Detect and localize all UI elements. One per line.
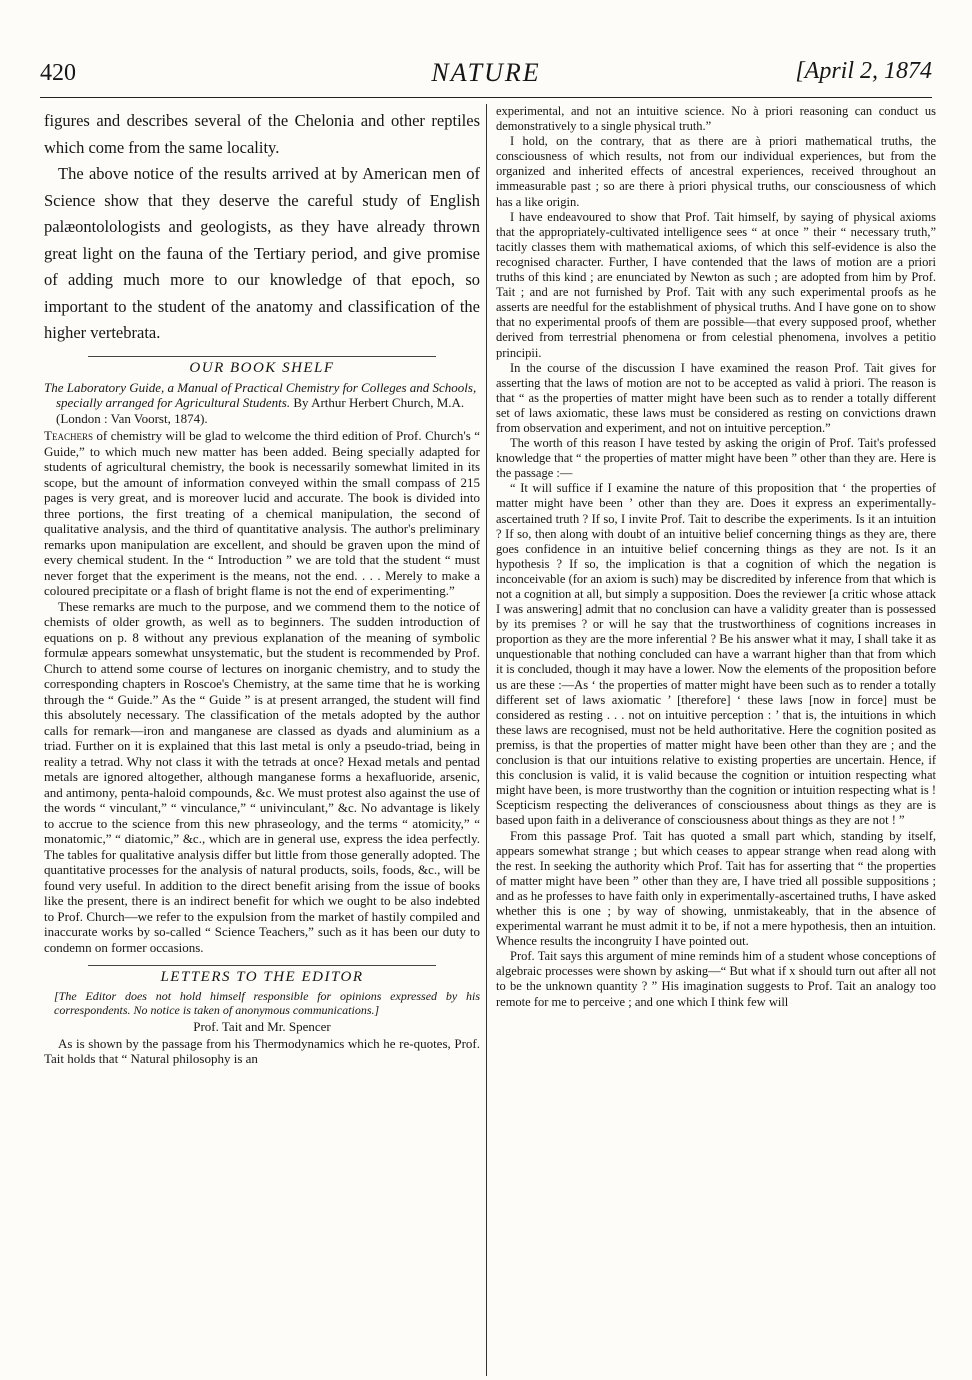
book-title: The Laboratory Guide, a Manual of Practical Chemistry for Colleges and Schools, specially arranged for Agricultural Students. bbox=[44, 379, 477, 410]
paragraph: From this passage Prof. Tait has quoted a small part which, standing by itself, appears somewhat strange ; but which ceases to appear strange when read along with the rest. In seeking the authority which Prof. Tait has for asserting that “ the properties of matter might have been ” other than they are, I have tried all possible suppositions ; and as he professes to have faith only in experimentally-ascertained truths, I have asked whether this is one ; by way of showing, unmistakeably, that in the absence of experimental warrant he must admit it to be, if not a mere hypothesis, then an intuition. Whence results the incongruity I have pointed out. bbox=[496, 828, 936, 949]
paragraph: Prof. Tait says this argument of mine reminds him of a student whose conceptions of algebraic processes were shown by asking—“ But what if x should turn out after all not to be the unknown quantity ? ” His imagination suggests to Prof. Tait an analogy too remote for me to perceive ; and one which I think few will bbox=[496, 949, 936, 1009]
right-column bbox=[496, 104, 936, 1376]
review-lead: Teachers bbox=[44, 428, 93, 443]
review-paragraph bbox=[44, 428, 480, 599]
paragraph: experimental, and not an intuitive science. No à priori reasoning can conduct us demonstratively to a single physical truth.” bbox=[496, 104, 936, 134]
letter-paragraph: As is shown by the passage from his Thermodynamics which he re-quotes, Prof. Tait holds that “ Natural philosophy is an bbox=[44, 1035, 480, 1066]
paragraph: I hold, on the contrary, that as there are à priori mathematical truths, the consciousness of which results, not from our individual experiences, but from the organized and inherited effects of ancestral experiences, received throughout an immeasurable past ; so are there à priori physical truths, our consciousness of which has a like origin. bbox=[496, 134, 936, 209]
review-paragraph: These remarks are much to the purpose, and we commend them to the notice of chemists of older growth, as well as to beginners. The sudden introduction of equations on p. 8 without any previous explanation of the meaning of symbolic formulæ appears somewhat unsystematic, but the student is recommended by Prof. Church to attend some course of lectures on inorganic chemistry, and to study the corresponding chapters in Roscoe's Chemistry, at the same time that he is working through the “ Guide.” As the “ Guide ” is at present arranged, the student will find this absolutely necessary. The classification of the metals adopted by the author calls for remark—iron and manganese are classed as dyads and aluminium as a triad. Further on it is explained that this last metal is only a pseudo-triad, being in reality a tetrad. Why not class it with the tetrads at once? Hexad metals and pentad metals are ignored altogether, although manganese forms a hexafluoride, arsenic, and antimony, penta-haloid compounds, &c. We must protest also against the use of the words “ vinculant,” “ vinculance,” “ univinculant,” &c. No advantage is likely to accrue to the science from this new phraseology, and the terms “ atomicity,” “ monatomic,” “ diatomic,” &c., which are in general use, express the idea perfectly. The tables for qualitative analysis differ but little from those generally adopted. The quantitative processes for the analysis of natural products, soils, foods, &c., will be found very useful. In addition to the direct benefit arising from the issue of books like the present, there is an indirect benefit for which we ought to be also indebted to Prof. Church—we refer to the expulsion from the market of hastily compiled and inaccurate works by so-called “ Science Teachers,” such as it has been our duty to condemn on former occasions. bbox=[44, 598, 480, 955]
paragraph: The above notice of the results arrived at by American men of Science show that they deserve the careful study of English palæontolologists and geologists, as they have already thrown great light on the fauna of the Tertiary period, and give promise of adding much more to our knowledge of that epoch, so important to the student of the anatomy and classification of the higher vertebrata. bbox=[44, 164, 480, 342]
journal-title: NATURE bbox=[431, 58, 541, 87]
section-rule bbox=[88, 356, 437, 357]
column-divider bbox=[486, 104, 487, 1376]
paragraph: The worth of this reason I have tested by asking the origin of Prof. Tait's professed knowledge that “ the properties of matter might have been ” other than they are. Here is the passage :— bbox=[496, 436, 936, 481]
review-text: of chemistry will be glad to welcome the third edition of Prof. Church's “ Guide,” to which much new matter has been added. Being specially adapted for students of agricultural chemistry, the book is necessarily somewhat limited in its scope, but the amount of information conveyed within the small compass of 215 pages is very great, and is moreover lucid and accurate. The book is divided into three portions, the first treating of a chemical manipulation, the second of qualitative analysis, and the third of quantitative analysis. The author's preliminary remarks upon manipulation are excellent, and should be graven upon the mind of every chemical student. In the “ Introduction ” we are told that the student “ must never forget that the experiment is the means, not the end. . . . Merely to make a coloured precipitate or a flash of bright flame is not the end of experimenting.” bbox=[44, 428, 480, 598]
section-rule bbox=[88, 965, 437, 966]
paragraph: In the course of the discussion I have examined the reason Prof. Tait gives for asserting that the laws of motion are not to be accepted as valid à priori. The reason is that “ as the properties of matter might have been such as to render a totally different set of laws axiomatic, these laws must be considered as resting on convictions drawn from observation and experiment, and not on intuitive perception.” bbox=[496, 360, 936, 435]
book-citation bbox=[44, 380, 480, 427]
editor-note: [The Editor does not hold himself responsible for opinions expressed by his correspondents. No notice is taken of anonymous communications.] bbox=[54, 989, 480, 1017]
page-header bbox=[40, 58, 932, 94]
issue-date: [April 2, 1874 bbox=[795, 58, 932, 84]
section-title-book-shelf: OUR BOOK SHELF bbox=[189, 359, 335, 376]
paragraph: I have endeavoured to show that Prof. Tait himself, by saying of physical axioms that the appropriately-cultivated intelligence sees “ at once ” their “ necessary truth,” tacitly classes them with mathematical axioms, of which this self-evidence is also the recognised character. Further, I have contended that the laws of motion are a priori truths of this kind ; are enunciated by Newton as such ; are adopted from him by Prof. Tait ; and are not furnished by Prof. Tait with any such experimental proofs as he asserts are needful for the establishment of physical truths. And I have gone on to show that no experimental proofs of them are possible—that every supposed proof, whether derived from terrestrial phenomena or from celestial phenomena, involves a petitio principii. bbox=[496, 209, 936, 360]
book-author: By Arthur Herbert Church, M.A. (London : Van Voorst, 1874). bbox=[56, 395, 465, 426]
letter-heading: Prof. Tait and Mr. Spencer bbox=[193, 1019, 331, 1034]
quoted-passage: “ It will suffice if I examine the nature of this proposition that ‘ the properties of matter might have been ’ other than they are. Does it express an experimentally-ascertained truth ? If so, I invite Prof. Tait to describe the experiments. Is it an intuition ? If so, then along with doubt of an intuitive belief concerning things as they are, there goes confidence in an intuitive belief concerning things as they are not. Is it an hypothesis ? If so, the implication is that a cognition of which the negation is inconceivable (for an axiom is such) may be discredited by inference from that which is not a cognition at all, but simply a supposition. Does the reviewer [a critic whose attack I was answering] admit that no conclusion can have a validity greater than is possessed by its premises ? or will he say that the trustworthiness of cognitions increases in proportion as they are the more inferential ? Be his answer what it may, I shall take it as unquestionable that nothing concluded can have a warrant higher than that from which it is concluded, though it may have a lower. Now the elements of the proposition before us are these :—As ‘ the properties of matter might have been such as to render a totally different set of laws axiomatic ’ [therefore] ‘ these laws [now in force] must be considered as resting . . . not on intuitive perception : ’ that is, the intuitions in which these laws are recognised, must not be held authoritative. Here the cognition posited as premiss, is that the properties of matter might have been other than they are ; and the conclusion is that our intuitions relative to existing properties are uncertain. Hence, if this conclusion is valid, it is valid because the cognition or intuition respecting what might have been, is more trustworthy than the cognition or intuition respecting what is ! Scepticism respecting the deliverances of consciousness about things as they are is based upon faith in a deliverance of consciousness about things as they are not ! ” bbox=[496, 481, 936, 828]
page-number: 420 bbox=[40, 60, 76, 86]
paragraph: figures and describes several of the Chelonia and other reptiles which come from the same locality. bbox=[44, 111, 480, 157]
section-title-letters: LETTERS TO THE EDITOR bbox=[160, 969, 364, 985]
left-column bbox=[44, 108, 480, 1376]
header-rule bbox=[40, 97, 932, 98]
